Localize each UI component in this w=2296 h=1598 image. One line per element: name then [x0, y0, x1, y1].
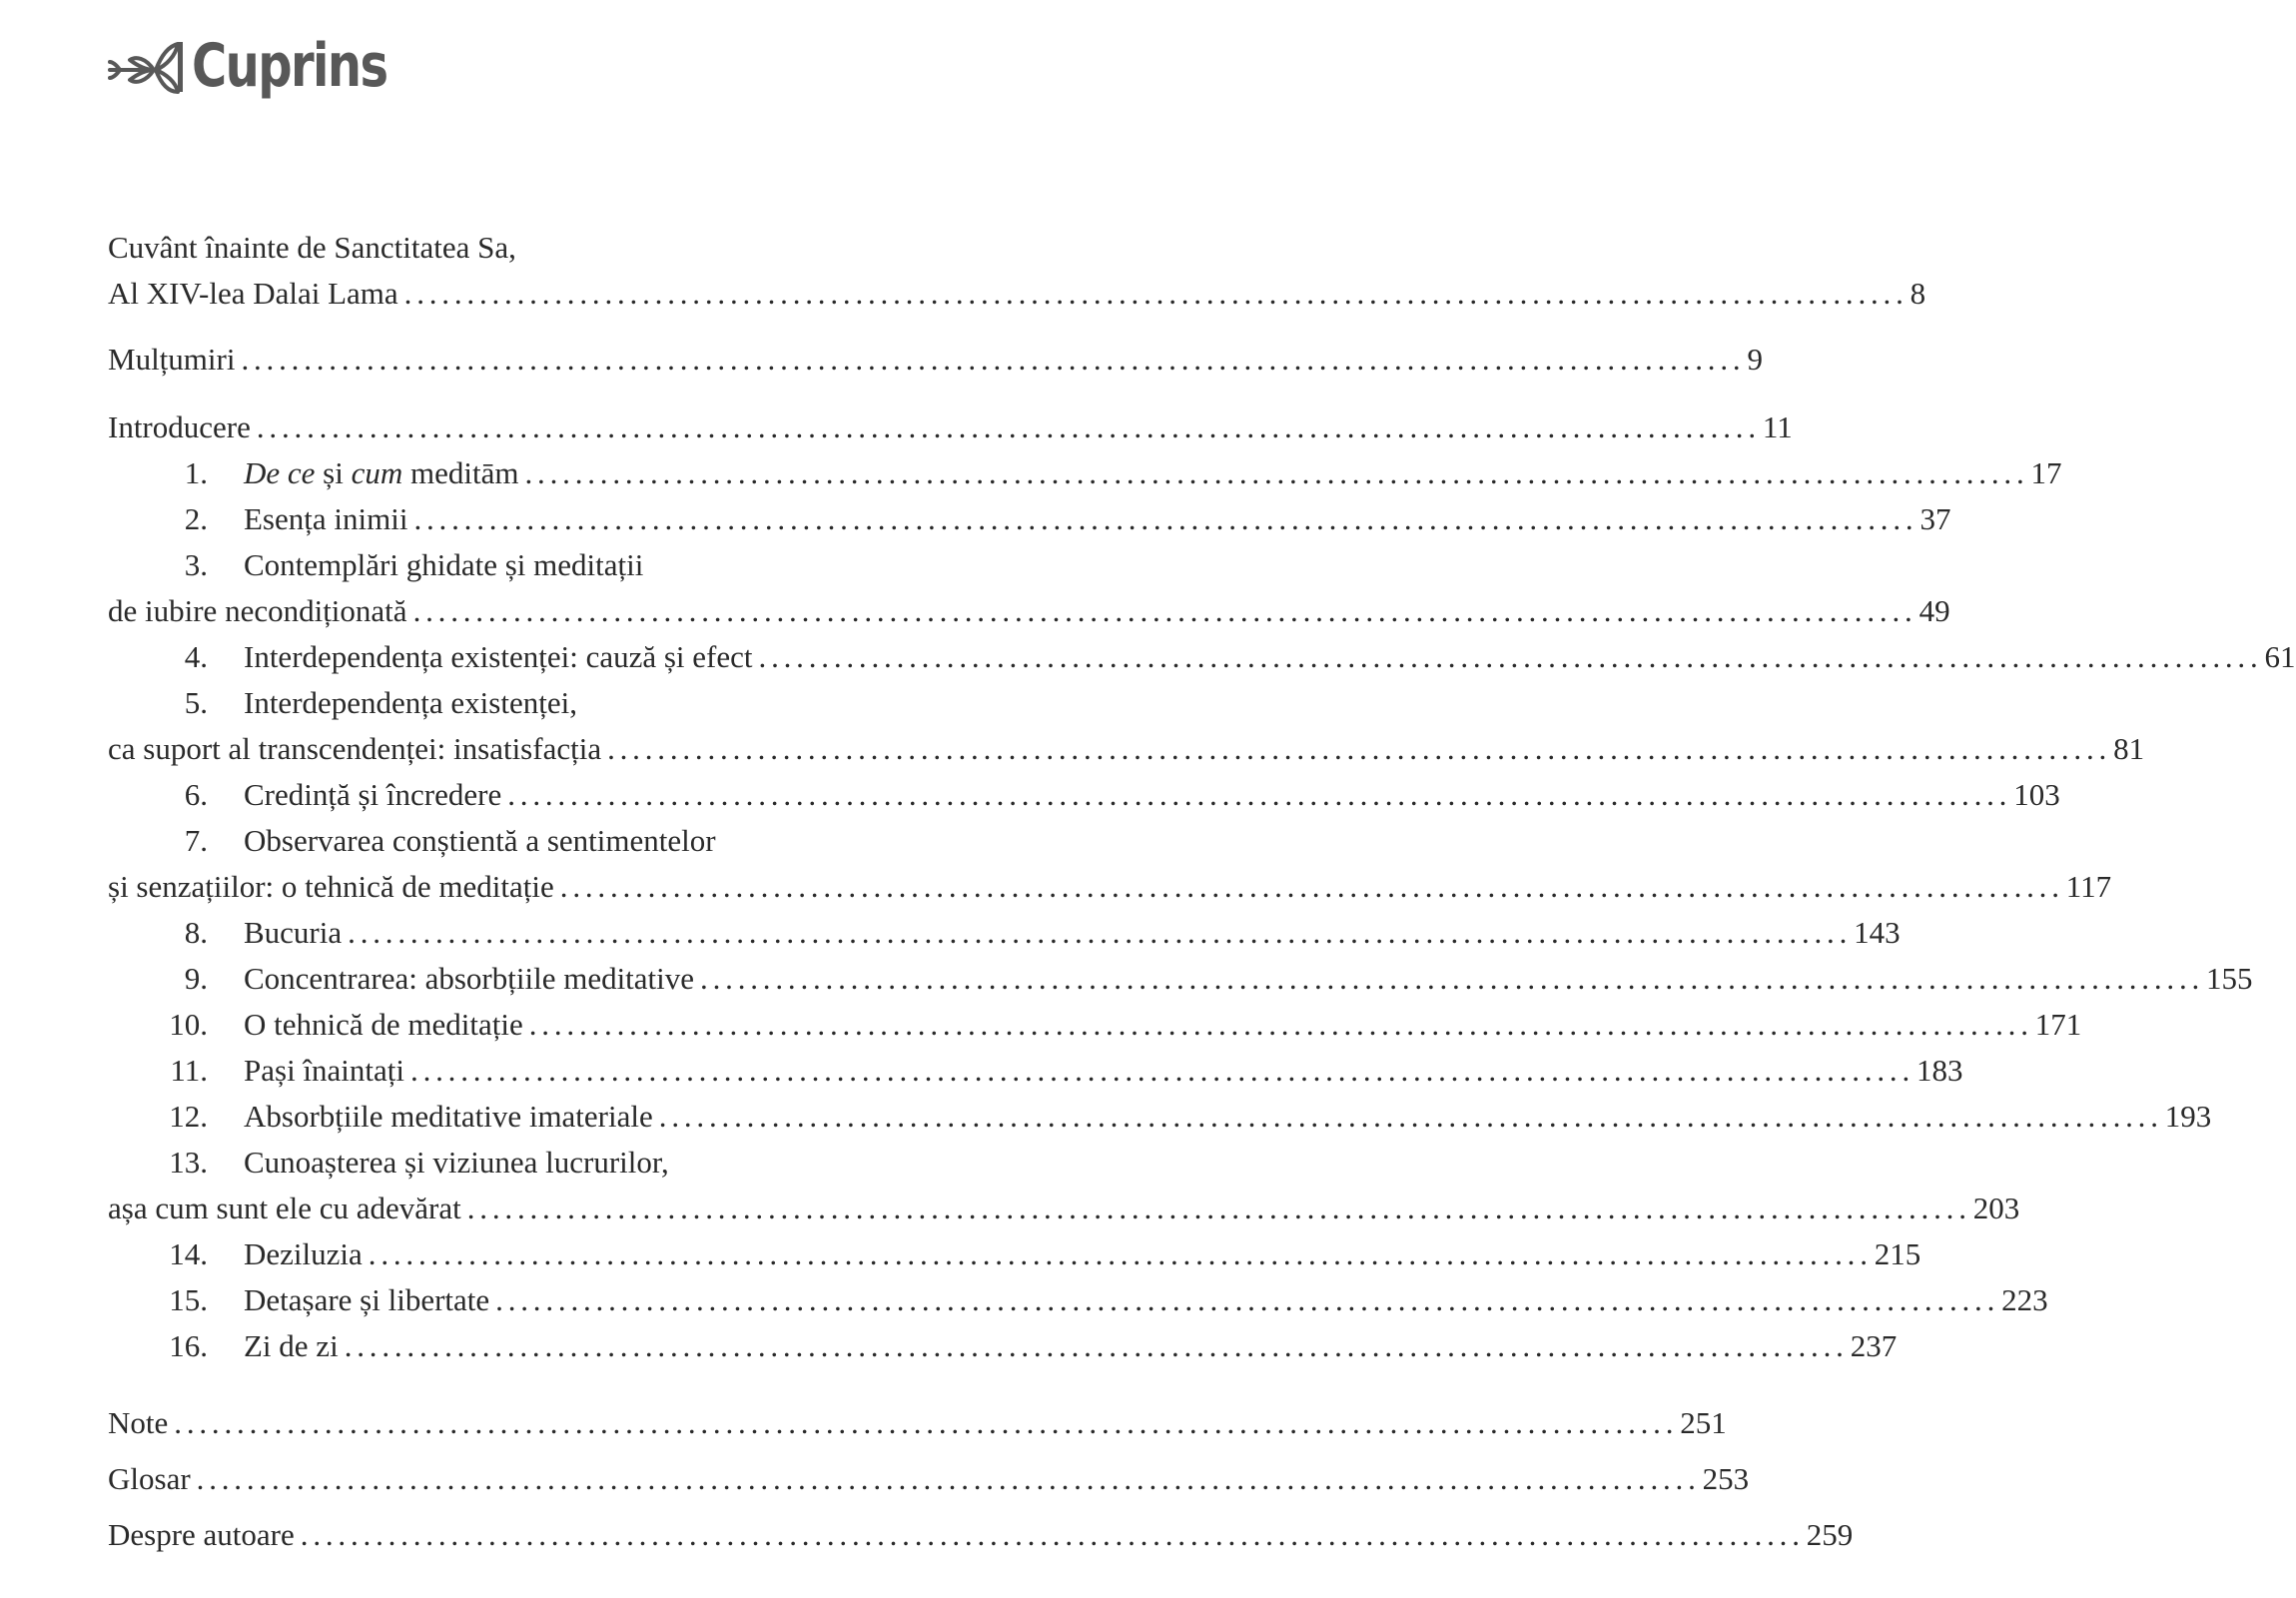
- chapter-title: Interdependența existenței,: [244, 685, 577, 720]
- leader-dots: ........................................................................................................................: [700, 961, 2205, 996]
- toc-page-number: 251: [1680, 1405, 1727, 1440]
- leader-dots: ........................................................................................................................: [412, 593, 1917, 628]
- leader-dots: ........................................................................................................................: [300, 1517, 1805, 1552]
- toc-chapter-8: [108, 910, 1901, 956]
- toc-chapter-15: [108, 1277, 2048, 1323]
- chapter-title: Concentrarea: absorbțiile meditative: [244, 961, 695, 996]
- chapter-title: O tehnică de meditație: [244, 1007, 523, 1042]
- chapter-number: 3.: [184, 547, 208, 582]
- toc-chapter-6: [108, 772, 2060, 818]
- chapter-number: 16.: [169, 1328, 208, 1363]
- toc-chapter-14: [108, 1231, 1921, 1277]
- chapter-number: 4.: [184, 639, 208, 674]
- chapter-title: așa cum sunt ele cu adevărat: [108, 1191, 461, 1225]
- chapter-number: 5.: [184, 685, 208, 720]
- chapter-title: Deziluzia: [244, 1236, 363, 1271]
- leader-dots: ........................................................................................................................: [524, 455, 2029, 490]
- chapter-title: Bucuria: [244, 915, 343, 950]
- toc-entry-acknowledgements: [108, 337, 1763, 383]
- toc-chapter-3: [108, 542, 983, 588]
- leader-dots: ........................................................................................................................: [241, 342, 1746, 377]
- toc-chapter-13-line2: [108, 1186, 2020, 1231]
- toc-page-number: 11: [1762, 409, 1793, 444]
- leader-dots: ........................................................................................................................: [174, 1405, 1679, 1440]
- toc-page-number: 17: [2030, 455, 2062, 490]
- toc-page-number: 183: [1916, 1053, 1963, 1088]
- toc-page-number: 81: [2113, 731, 2145, 766]
- chapter-title: Observarea conștientă a sentimentelor: [244, 823, 716, 858]
- chapter-number: 9.: [184, 961, 208, 996]
- chapter-number: 11.: [170, 1053, 208, 1088]
- chapter-title: Contemplări ghidate și meditații: [244, 547, 644, 582]
- chapter-title: Detașare și libertate: [244, 1282, 490, 1317]
- leader-dots: ........................................................................................................................: [507, 777, 2012, 812]
- chapter-title: Interdependența existenței: cauză și efect: [244, 639, 753, 674]
- chapter-title: Absorbțiile meditative imateriale: [244, 1099, 653, 1134]
- leader-dots: ........................................................................................................................: [466, 1191, 1971, 1225]
- leader-dots: ........................................................................................................................: [368, 1236, 1873, 1271]
- toc-page-number: 203: [1972, 1191, 2020, 1225]
- toc-chapter-4: [108, 634, 2296, 680]
- toc-chapter-1: [108, 450, 2062, 496]
- toc-chapter-5: [108, 680, 983, 726]
- toc-entry-about-author: [108, 1512, 1854, 1558]
- leader-dots: ........................................................................................................................: [413, 501, 1918, 536]
- toc-entry-introduction: [108, 404, 1793, 450]
- chapter-number: 10.: [169, 1007, 208, 1042]
- chapter-title: Credință și încredere: [244, 777, 502, 812]
- chapter-title: Esența inimii: [244, 501, 408, 536]
- toc-entry-text: Glosar: [108, 1461, 191, 1496]
- toc-page-number: 8: [1910, 276, 1926, 311]
- leader-dots: ........................................................................................................................: [344, 1328, 1849, 1363]
- chapter-title: Zi de zi: [244, 1328, 339, 1363]
- chapter-number: 6.: [184, 777, 208, 812]
- toc-page-number: 259: [1806, 1517, 1854, 1552]
- chapter-number: 14.: [169, 1236, 208, 1271]
- leader-dots: ........................................................................................................................: [559, 869, 2064, 904]
- leader-dots: ........................................................................................................................: [495, 1282, 2000, 1317]
- toc-chapter-13: [108, 1140, 983, 1186]
- toc-chapter-7: [108, 818, 983, 864]
- leader-dots: ........................................................................................................................: [758, 639, 2263, 674]
- toc-entry-notes: [108, 1400, 1727, 1446]
- toc-entry-foreword: [108, 225, 983, 271]
- chapter-number: 12.: [169, 1099, 208, 1134]
- leader-dots: ........................................................................................................................: [658, 1099, 2163, 1134]
- chapter-title: ca suport al transcendenței: insatisfacția: [108, 731, 602, 766]
- leader-dots: ........................................................................................................................: [256, 409, 1761, 444]
- toc-chapter-5-line2: [108, 726, 2145, 772]
- toc-chapter-9: [108, 956, 2253, 1002]
- toc-chapter-10: [108, 1002, 2082, 1048]
- toc-entry-text: Mulțumiri: [108, 342, 236, 377]
- leader-dots: ........................................................................................................................: [348, 915, 1853, 950]
- toc-chapter-3-line2: [108, 588, 1950, 634]
- leader-dots: ........................................................................................................................: [607, 731, 2112, 766]
- toc-entry-text: Cuvânt înainte de Sanctitatea Sa,: [108, 230, 516, 265]
- chapter-number: 7.: [184, 823, 208, 858]
- toc-page-number: 117: [2065, 869, 2112, 904]
- toc-page-number: 37: [1919, 501, 1951, 536]
- toc-page-number: 193: [2164, 1099, 2212, 1134]
- toc-page-number: 171: [2034, 1007, 2082, 1042]
- chapter-number: 15.: [169, 1282, 208, 1317]
- leader-dots: ........................................................................................................................: [528, 1007, 2033, 1042]
- chapter-title: De ce și cum meditām: [244, 455, 519, 490]
- toc-page-number: 61: [2264, 639, 2296, 674]
- toc-chapter-2: [108, 496, 1951, 542]
- toc-entry-text: Note: [108, 1405, 169, 1440]
- toc-entry-text: Al XIV-lea Dalai Lama: [108, 276, 398, 311]
- leader-dots: ........................................................................................................................: [196, 1461, 1701, 1496]
- chapter-number: 13.: [169, 1145, 208, 1180]
- toc-chapter-7-line2: [108, 864, 2112, 910]
- toc-page-number: 215: [1874, 1236, 1921, 1271]
- table-of-contents: [108, 0, 2296, 1598]
- toc-page-number: 253: [1702, 1461, 1750, 1496]
- chapter-title: și senzațiilor: o tehnică de meditație: [108, 869, 554, 904]
- toc-page-number: 49: [1918, 593, 1950, 628]
- chapter-number: 8.: [184, 915, 208, 950]
- chapter-title: Pași înaintați: [244, 1053, 405, 1088]
- toc-page-number: 155: [2206, 961, 2253, 996]
- chapter-number: 2.: [184, 501, 208, 536]
- toc-chapter-16: [108, 1323, 1898, 1369]
- toc-entry-text: Introducere: [108, 409, 251, 444]
- chapter-title: Cunoașterea și viziunea lucrurilor,: [244, 1145, 669, 1180]
- toc-entry-foreword-line2: [108, 271, 1926, 317]
- page-title: Cuprins: [192, 31, 387, 101]
- toc-chapter-12: [108, 1094, 2212, 1140]
- toc-entry-text: Despre autoare: [108, 1517, 295, 1552]
- toc-page-number: 9: [1747, 342, 1763, 377]
- toc-chapter-11: [108, 1048, 1963, 1094]
- toc-entry-glossary: [108, 1456, 1750, 1502]
- chapter-number: 1.: [184, 455, 208, 490]
- leader-dots: ........................................................................................................................: [410, 1053, 1915, 1088]
- toc-page-number: 237: [1850, 1328, 1898, 1363]
- chapter-title: de iubire necondiționată: [108, 593, 407, 628]
- leader-dots: ........................................................................................................................: [403, 276, 1909, 311]
- toc-page-number: 103: [2013, 777, 2060, 812]
- toc-page-number: 143: [1854, 915, 1901, 950]
- toc-page-number: 223: [2001, 1282, 2048, 1317]
